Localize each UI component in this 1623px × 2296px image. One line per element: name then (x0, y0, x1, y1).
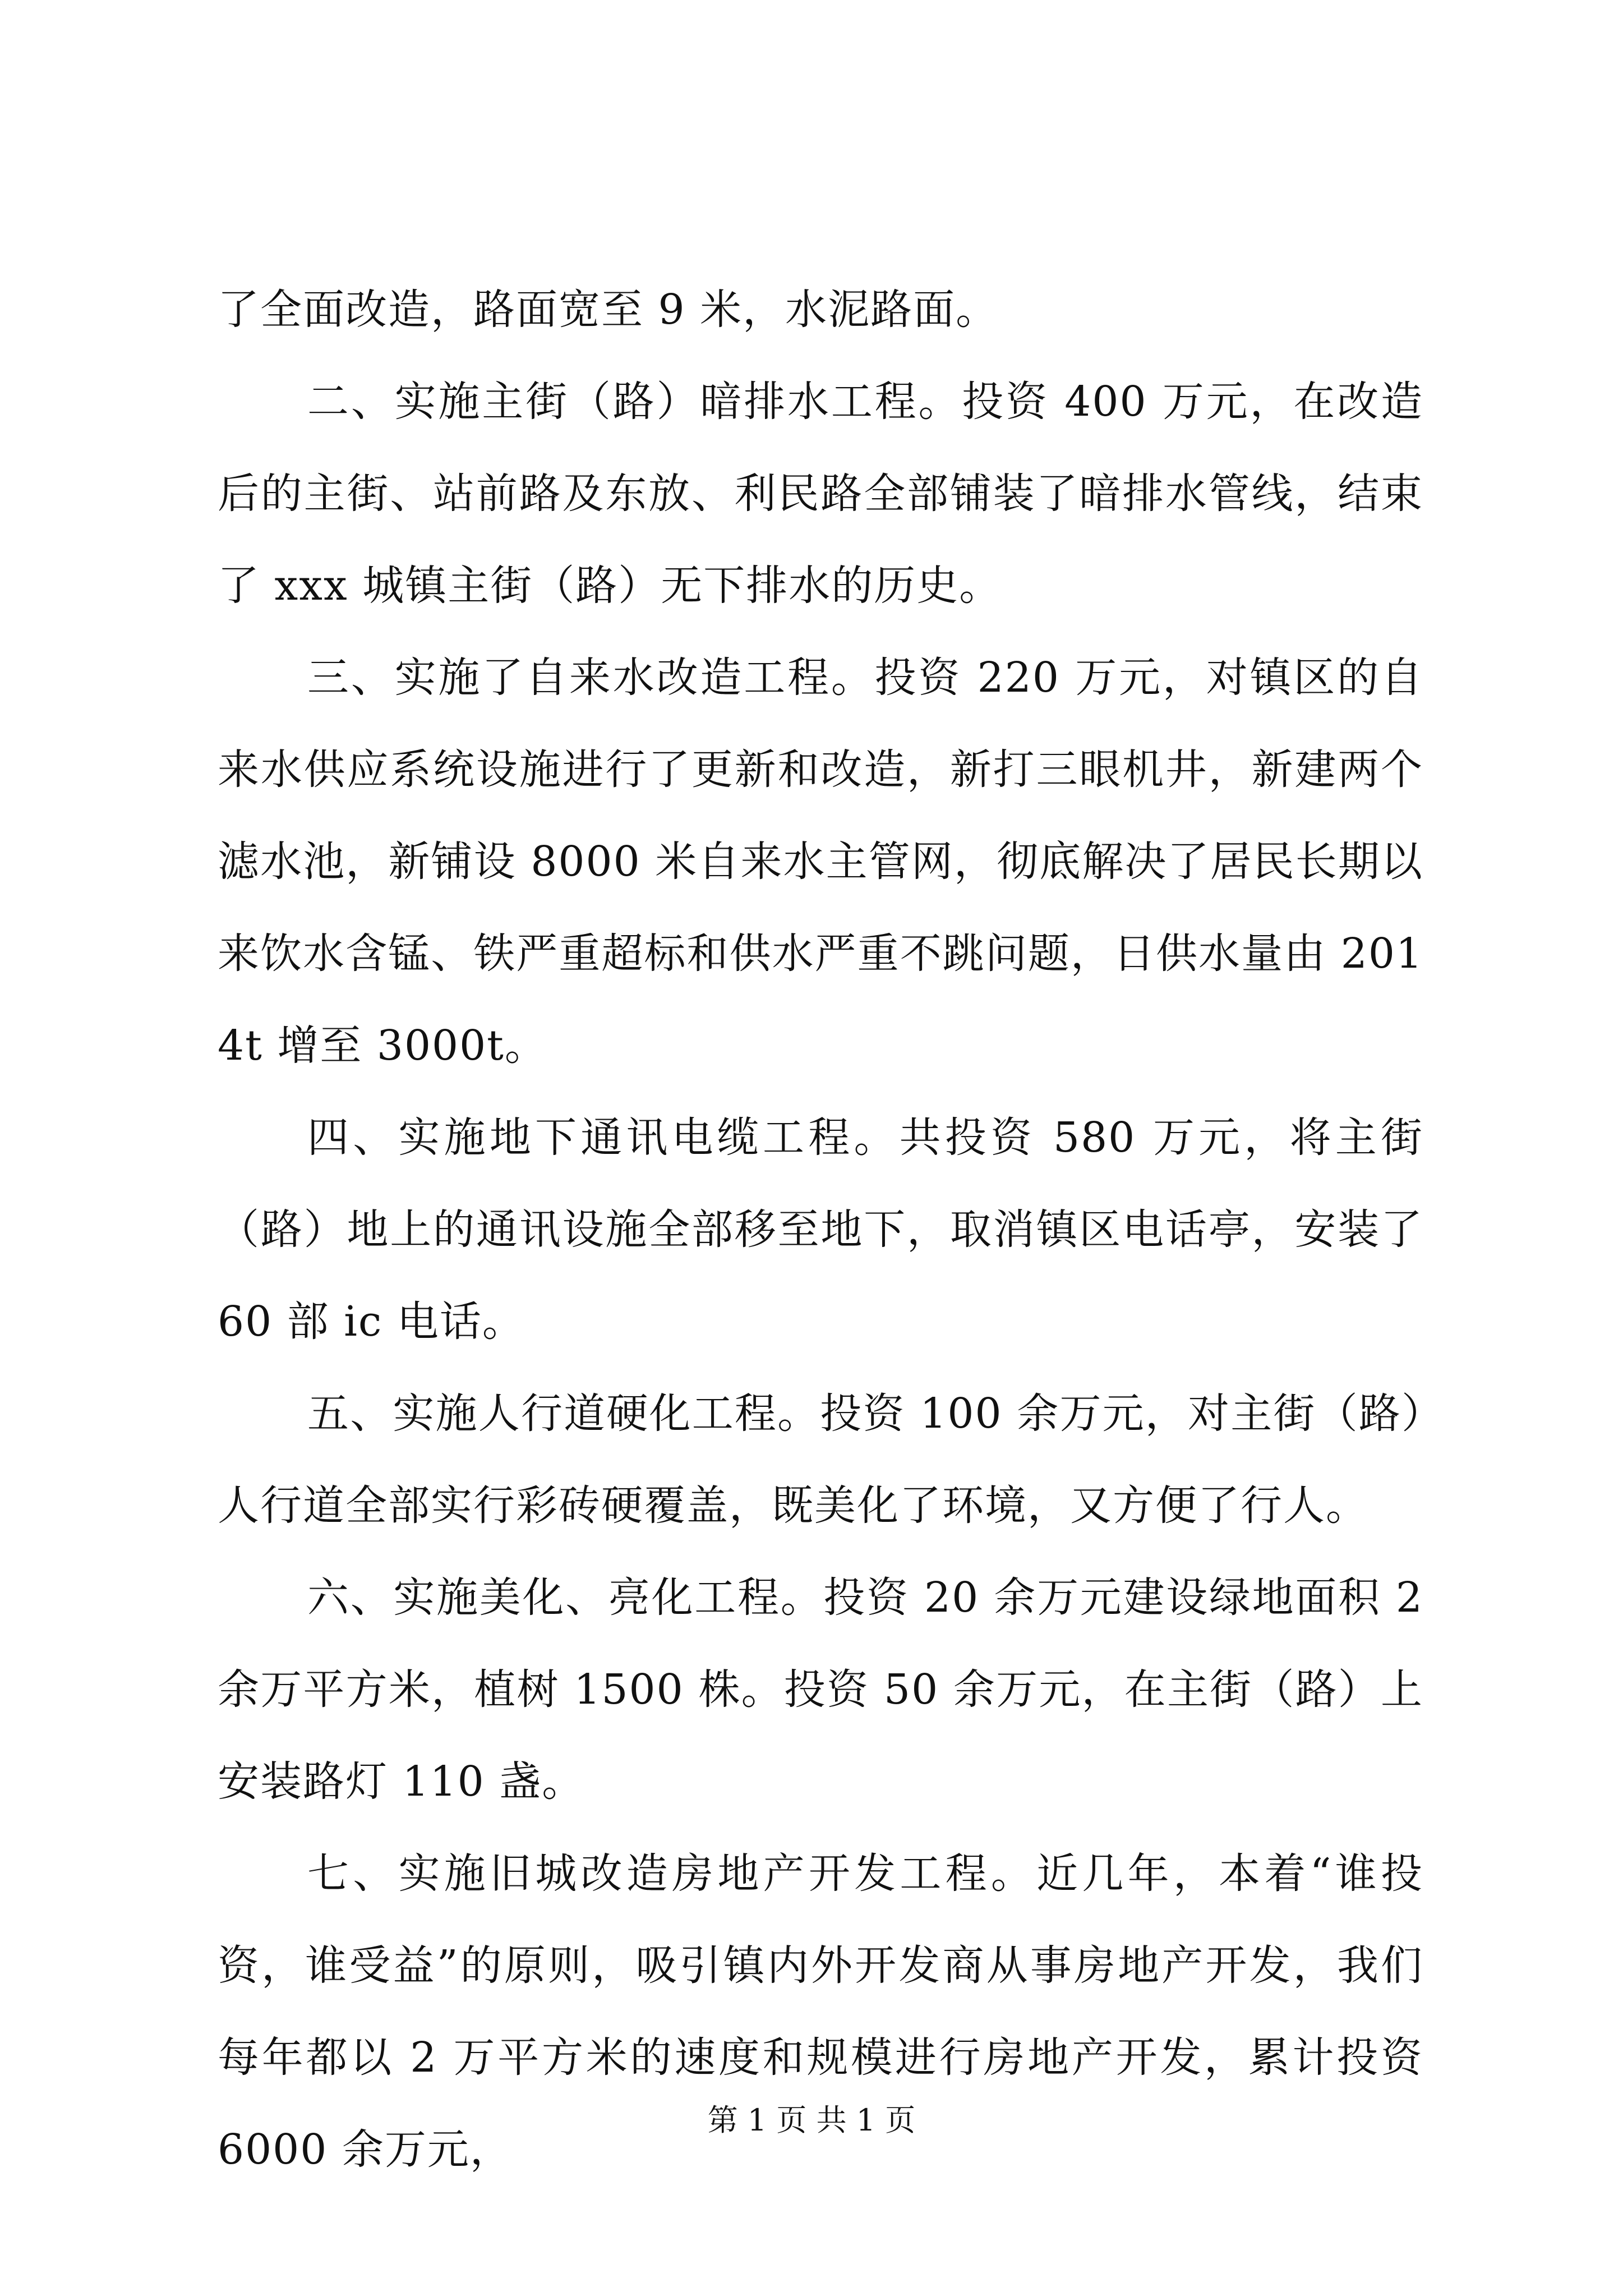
paragraph-greening-lighting-project: 六、实施美化、亮化工程。投资 20 余万元建设绿地面积 2 余万平方米，植树 1500 株。投资 50 余万元，在主街（路）上安装路灯 110 盏。 (218, 1573, 1423, 1806)
page-number-footer: 第 1 页 共 1 页 (707, 2102, 916, 2138)
paragraph-real-estate-project: 七、实施旧城改造房地产开发工程。近几年，本着“谁投资，谁受益”的原则，吸引镇内外开发商从事房地产开发，我们每年都以 2 万平方米的速度和规模进行房地产开发，累计投资 6000 余万元， (218, 1849, 1423, 2174)
document-body (218, 264, 1423, 2196)
paragraph-communication-cable-project: 四、实施地下通讯电缆工程。共投资 580 万元，将主街（路）地上的通讯设施全部移至地下，取消镇区电话亭，安装了 60 部 ic 电话。 (218, 1114, 1423, 1346)
paragraph-sidewalk-project: 五、实施人行道硬化工程。投资 100 余万元，对主街（路）人行道全部实行彩砖硬覆盖，既美化了环境，又方便了行人。 (218, 1389, 1423, 1530)
paragraph-water-supply-project: 三、实施了自来水改造工程。投资 220 万元，对镇区的自来水供应系统设施进行了更新和改造，新打三眼机井，新建两个滤水池，新铺设 8000 米自来水主管网，彻底解决了居民长期以来饮水含锰、铁严重超标和供水严重不跳问题，日供水量由 2014t 增至 3000t。 (218, 654, 1423, 1070)
paragraph-continuation: 了全面改造，路面宽至 9 米，水泥路面。 (218, 286, 999, 334)
paragraph-drainage-project: 二、实施主街（路）暗排水工程。投资 400 万元，在改造后的主街、站前路及东放、利民路全部铺装了暗排水管线，结束了 xxx 城镇主街（路）无下排水的历史。 (218, 378, 1423, 610)
